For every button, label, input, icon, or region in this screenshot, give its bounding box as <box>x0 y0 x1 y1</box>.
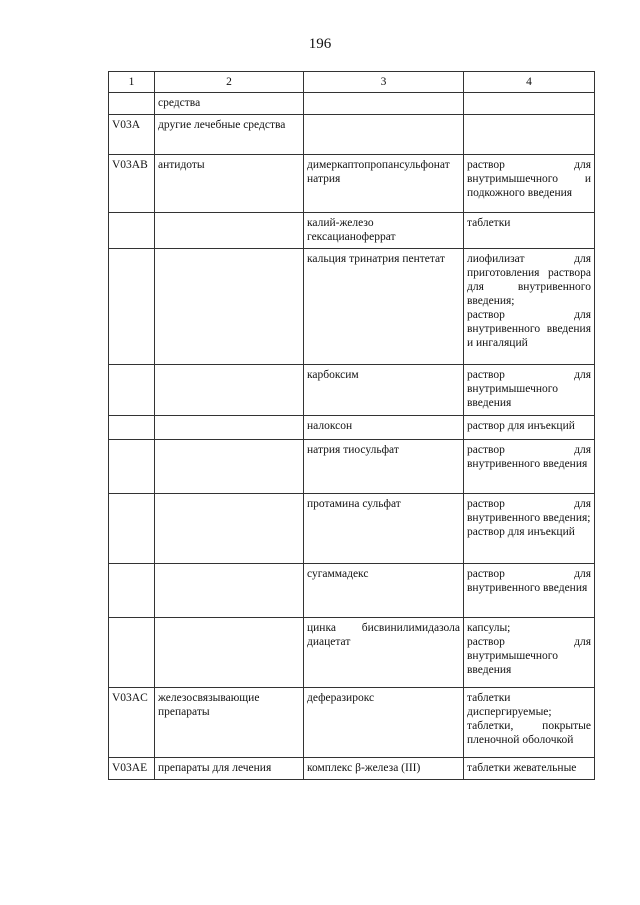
substance-cell <box>304 688 464 758</box>
group-cell <box>155 688 304 758</box>
substance-cell <box>304 93 464 115</box>
code-cell <box>109 564 155 618</box>
group-cell <box>155 93 304 115</box>
substance-cell <box>304 440 464 494</box>
form-cell-text: раствор для инъекций <box>467 526 575 538</box>
table-row <box>109 758 595 780</box>
form-cell <box>464 365 595 416</box>
table-header <box>109 72 595 93</box>
header-col-4: 4 <box>464 72 595 93</box>
group-cell <box>155 115 304 155</box>
form-cell-text: раствор для внутривенного введения <box>467 444 591 470</box>
group-cell-text: железосвязывающие препараты <box>158 692 260 718</box>
substance-cell <box>304 249 464 365</box>
table-row <box>109 416 595 440</box>
substance-cell-text: кальция тринатрия пентетат <box>307 253 445 265</box>
group-cell <box>155 365 304 416</box>
table-row <box>109 155 595 213</box>
table-row <box>109 115 595 155</box>
substance-cell-text: димеркаптопропансульфонат натрия <box>307 159 450 185</box>
substance-cell <box>304 365 464 416</box>
code-cell <box>109 365 155 416</box>
code-cell <box>109 440 155 494</box>
group-cell-text: средства <box>158 97 201 109</box>
substance-cell-text: цинка бисвинилимидазола диацетат <box>307 622 460 648</box>
substance-cell-text: протамина сульфат <box>307 498 401 510</box>
form-cell <box>464 155 595 213</box>
substance-cell <box>304 618 464 688</box>
form-cell <box>464 249 595 365</box>
form-cell-text: лиофилизат для приготовления раствора для внутривенного введения; <box>467 253 591 307</box>
form-cell-text: таблетки <box>467 217 511 229</box>
code-cell <box>109 213 155 249</box>
group-cell <box>155 155 304 213</box>
form-cell-text: раствор для внутримышечного и подкожного введения <box>467 159 591 199</box>
substance-cell <box>304 416 464 440</box>
table-row <box>109 93 595 115</box>
form-cell-text: таблетки жевательные <box>467 762 577 774</box>
substance-cell-text: деферазирокс <box>307 692 375 704</box>
group-cell-text: антидоты <box>158 159 205 171</box>
form-cell <box>464 758 595 780</box>
table-row <box>109 494 595 564</box>
table-row <box>109 688 595 758</box>
substance-cell-text: калий-железо гексацианоферрат <box>307 217 396 243</box>
table-row <box>109 249 595 365</box>
form-cell-text: раствор для внутривенного введения; <box>467 498 591 524</box>
substance-cell <box>304 758 464 780</box>
code-cell <box>109 115 155 155</box>
header-col-3: 3 <box>304 72 464 93</box>
group-cell-text: другие лечебные средства <box>158 119 286 131</box>
code-cell <box>109 618 155 688</box>
substance-cell-text: сугаммадекс <box>307 568 369 580</box>
table-body <box>109 93 595 780</box>
substance-cell <box>304 494 464 564</box>
form-cell-text: раствор для внутривенного введения <box>467 568 591 594</box>
group-cell-text: препараты для лечения <box>158 762 272 774</box>
form-cell-text: раствор для инъекций <box>467 420 575 432</box>
code-cell-text: V03AE <box>112 762 148 774</box>
form-cell <box>464 416 595 440</box>
code-cell-text: V03AC <box>112 692 148 704</box>
form-cell <box>464 688 595 758</box>
code-cell <box>109 758 155 780</box>
drug-table <box>108 71 595 780</box>
header-row <box>109 72 595 93</box>
form-cell <box>464 618 595 688</box>
form-cell <box>464 213 595 249</box>
group-cell <box>155 440 304 494</box>
substance-cell <box>304 115 464 155</box>
code-cell-text: V03AB <box>112 159 148 171</box>
code-cell <box>109 93 155 115</box>
code-cell <box>109 688 155 758</box>
substance-cell <box>304 213 464 249</box>
form-cell-text: раствор для внутримышечного введения <box>467 636 591 676</box>
group-cell <box>155 494 304 564</box>
substance-cell-text: налоксон <box>307 420 353 432</box>
form-cell <box>464 93 595 115</box>
form-cell-text: раствор для внутримышечного введения <box>467 369 591 409</box>
code-cell-text: V03A <box>112 119 141 131</box>
table-row <box>109 365 595 416</box>
group-cell <box>155 618 304 688</box>
group-cell <box>155 416 304 440</box>
header-col-1: 1 <box>109 72 155 93</box>
substance-cell-text: комплекс β-железа (III) <box>307 762 421 774</box>
table-row <box>109 213 595 249</box>
table-row <box>109 618 595 688</box>
group-cell <box>155 249 304 365</box>
code-cell <box>109 155 155 213</box>
form-cell <box>464 564 595 618</box>
code-cell <box>109 249 155 365</box>
page-number: 196 <box>308 36 332 52</box>
form-cell-text: таблетки, покрытые пленочной оболочкой <box>467 720 591 746</box>
form-cell-text: капсулы; <box>467 622 511 634</box>
form-cell-text: раствор для внутривенного введения и ингаляций <box>467 309 591 349</box>
group-cell <box>155 564 304 618</box>
code-cell <box>109 416 155 440</box>
group-cell <box>155 758 304 780</box>
substance-cell-text: карбоксим <box>307 369 359 381</box>
substance-cell <box>304 564 464 618</box>
table-row <box>109 564 595 618</box>
group-cell <box>155 213 304 249</box>
code-cell <box>109 494 155 564</box>
substance-cell <box>304 155 464 213</box>
form-cell <box>464 440 595 494</box>
form-cell <box>464 494 595 564</box>
form-cell <box>464 115 595 155</box>
substance-cell-text: натрия тиосульфат <box>307 444 399 456</box>
table-row <box>109 440 595 494</box>
form-cell-text: таблетки диспергируемые; <box>467 692 552 718</box>
header-col-2: 2 <box>155 72 304 93</box>
